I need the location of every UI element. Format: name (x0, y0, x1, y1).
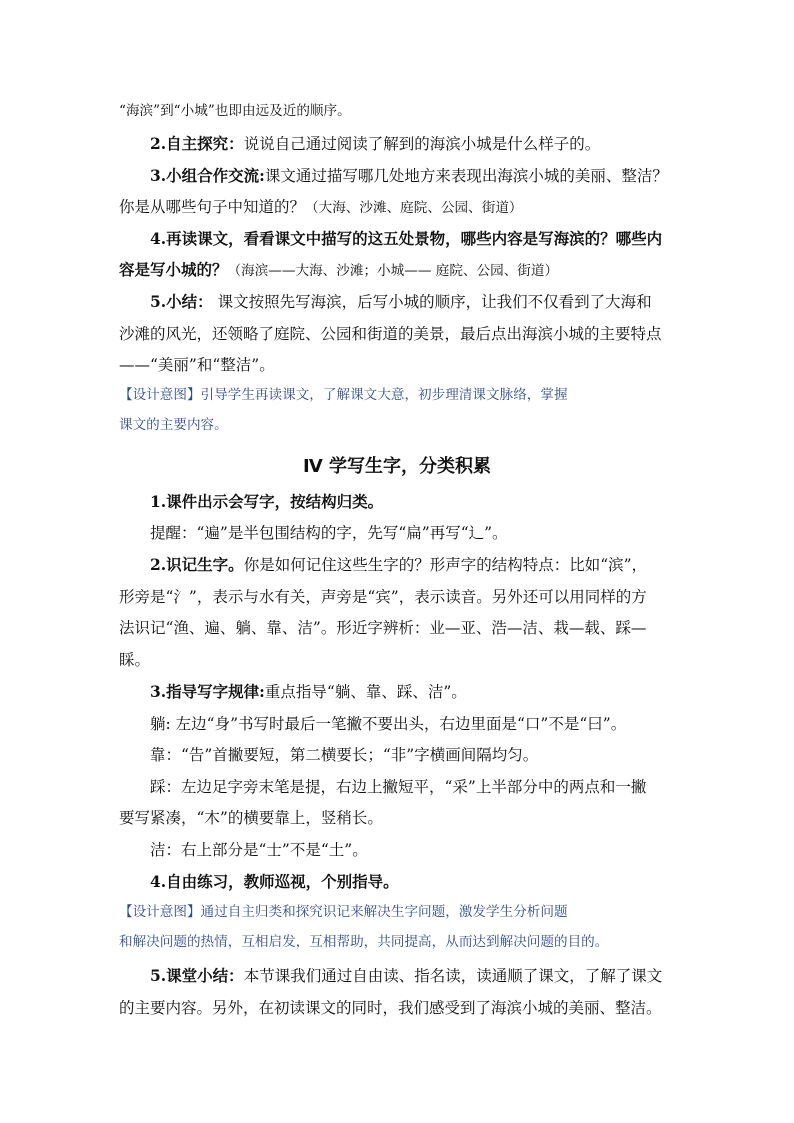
inquiry-item (150, 134, 600, 154)
summary-item (150, 292, 652, 312)
item-text: 本节课我们通过自由读、指名读，读通顺了课文，了解了课文 (243, 967, 663, 985)
paragraph-line: 睬。 (119, 651, 151, 669)
item-label: 5.课堂小结： (150, 966, 244, 985)
class-summary-item (150, 966, 662, 986)
item-text: 容是写小城的？ (119, 260, 228, 279)
item-text: 重点指导“躺、靠、踩、洁”。 (264, 683, 467, 701)
paragraph-line: “海滨”到“小城”也即由远及近的顺序。 (119, 103, 351, 119)
paragraph-line: 法识记“渔、遍、躺、靠、洁”。形近字辨析：业—亚、浩—洁、栽—载、踩— (119, 619, 647, 637)
paragraph-line: 的主要内容。另外，在初读课文的同时，我们感受到了海滨小城的美丽、整洁。 (119, 999, 662, 1017)
courseware-item: 1.课件出示会写字，按结构归类。 (150, 492, 384, 511)
design-intent-note: 【设计意图】引导学生再读课文，了解课文大意，初步理清课文脉络，掌握 (119, 387, 568, 403)
char-note-cai: 踩：左边足字旁末笔是提，右边上撇短平，“采”上半部分中的两点和一撇 (150, 778, 647, 796)
item-label: 5.小结： (150, 292, 213, 311)
group-discussion-item (150, 166, 668, 186)
practice-item: 4.自由练习，教师巡视，个别指导。 (150, 872, 399, 891)
item-text: 课文通过描写哪几处地方来表现出海滨小城的美丽、整洁？ (264, 167, 668, 185)
item-label: 3.指导写字规律: (150, 682, 265, 701)
item-label: 2.自主探究： (150, 134, 244, 153)
item-text: 你是从哪些句子中知道的？ (119, 198, 306, 216)
design-intent-note: 和解决问题的热情，互相启发，互相帮助，共同提高，从而达到解决问题的目的。 (119, 934, 609, 950)
paragraph-line (119, 260, 558, 281)
paragraph-line: 形旁是“氵”，表示与水有关，声旁是“宾”，表示读音。另外还可以用同样的方 (119, 588, 647, 606)
char-note-tang: 躺: 左边“身”书写时最后一笔撇不要出头，右边里面是“口”不是“曰”。 (150, 715, 627, 733)
paragraph-line (119, 197, 523, 218)
answer-note: （大海、沙滩、庭院、公园、街道） (305, 200, 523, 216)
reminder-text: 提醒：“遍”是半包围结构的字，先写“扁”再写“辶”。 (150, 524, 508, 542)
char-note-kao: 靠：“告”首撇要短，第二横要长；“非”字横画间隔均匀。 (150, 746, 539, 764)
design-intent-note: 【设计意图】通过自主归类和探究识记来解决生字问题，激发学生分析问题 (119, 904, 568, 920)
paragraph-line: 沙滩的风光，还领略了庭院、公园和街道的美景，最后点出海滨小城的主要特点 (119, 325, 662, 343)
item-text: 你是如何记住这些生字的？形声字的结构特点：比如“滨”， (243, 556, 648, 574)
item-label: 2.识记生字。 (150, 555, 244, 574)
paragraph-line: 要写紧凑，“木”的横要靠上，竖稍长。 (119, 809, 383, 827)
writing-rules-item (150, 682, 467, 702)
item-label: 3.小组合作交流: (150, 166, 265, 185)
paragraph-line: ——“美丽”和“整洁”。 (119, 356, 275, 374)
design-intent-note: 课文的主要内容。 (119, 417, 228, 433)
char-note-jie: 洁：右上部分是“士”不是“土”。 (150, 841, 368, 859)
item-text: 课文按照先写海滨，后写小城的顺序，让我们不仅看到了大海和 (212, 293, 652, 311)
answer-note: （海滨——大海、沙滩；小城—— 庭院、公园、街道） (227, 263, 559, 279)
section-heading: Ⅳ 学写生字，分类积累 (302, 456, 492, 477)
reread-item: 4.再读课文，看看课文中描写的这五处景物，哪些内容是写海滨的？哪些内 (150, 229, 663, 248)
item-text: 说说自己通过阅读了解到的海滨小城是什么样子的。 (243, 135, 601, 153)
memorize-item (150, 555, 647, 575)
